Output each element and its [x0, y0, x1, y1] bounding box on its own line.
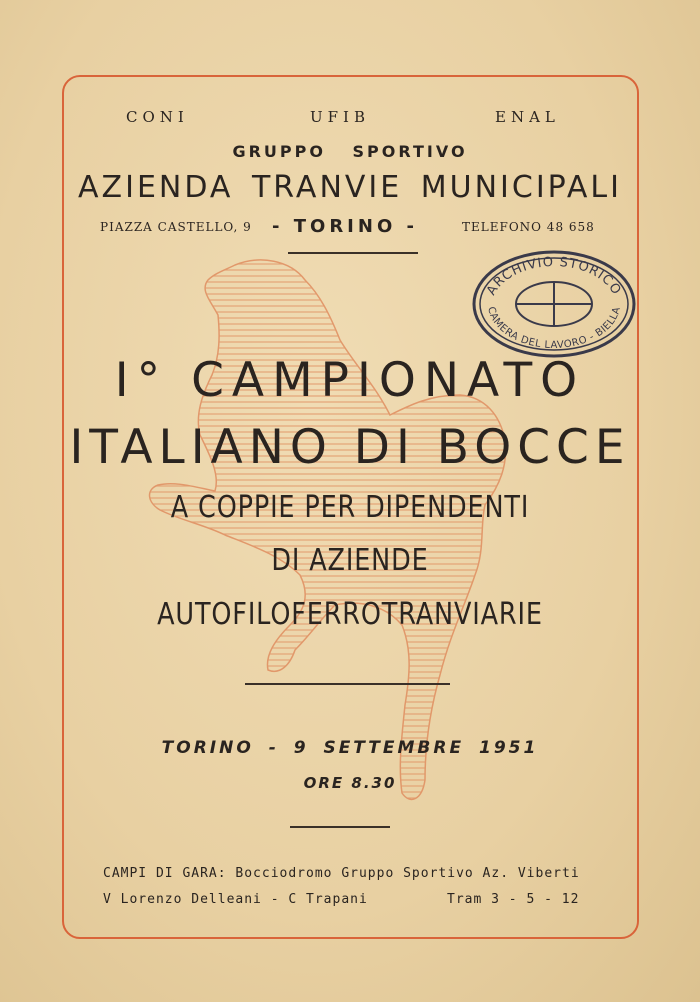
venue-line: CAMPI DI GARA: Bocciodromo Gruppo Sportivo Az. Viberti — [103, 866, 580, 881]
address: PIAZZA CASTELLO, 9 — [100, 220, 252, 234]
title-line-5: AUTOFILOFERROTRANVIARIE — [157, 597, 543, 632]
stamp-top-text: ARCHIVIO STORICO — [484, 254, 624, 299]
group-name: GRUPPO SPORTIVO — [232, 142, 468, 161]
title-line-3: A COPPIE PER DIPENDENTI — [170, 490, 530, 525]
date-divider — [290, 826, 390, 828]
archive-stamp — [470, 248, 636, 360]
title-divider — [245, 683, 450, 685]
title-line-4: DI AZIENDE — [271, 543, 429, 578]
phone-number: TELEFONO 48 658 — [462, 220, 595, 234]
event-date: TORINO - 9 SETTEMBRE 1951 — [161, 738, 539, 758]
org-enal: ENAL — [495, 108, 560, 126]
event-time: ORE 8.30 — [303, 774, 397, 792]
title-line-1: I° CAMPIONATO — [114, 353, 586, 408]
header-divider — [288, 252, 418, 254]
title-line-2: ITALIANO DI BOCCE — [69, 420, 631, 475]
org-coni: CONI — [126, 108, 189, 126]
city-name: - TORINO - — [272, 216, 418, 237]
company-name: AZIENDA TRANVIE MUNICIPALI — [78, 170, 622, 205]
org-ufib: UFIB — [310, 108, 370, 126]
stamp-bottom-text: CAMERA DEL LAVORO - BIELLA — [485, 305, 623, 352]
tram-lines: Tram 3 - 5 - 12 — [447, 892, 580, 907]
street-line: V Lorenzo Delleani - C Trapani — [103, 892, 368, 907]
